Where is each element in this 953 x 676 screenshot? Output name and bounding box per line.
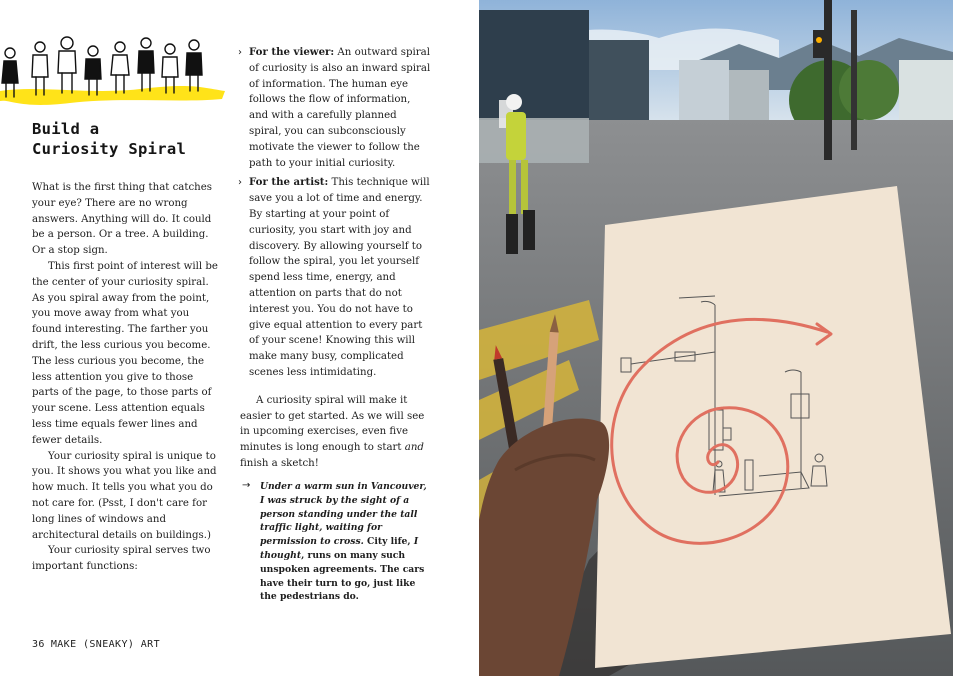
paragraph-get-started <box>240 393 432 472</box>
bullet-viewer-label: For the viewer: <box>249 46 335 58</box>
people-illustration <box>0 33 225 105</box>
book-title: MAKE (SNEAKY) ART <box>50 639 160 650</box>
building <box>479 10 589 120</box>
chapter-title <box>32 119 222 159</box>
page-number: 36 <box>32 639 45 650</box>
page-folio <box>32 639 160 650</box>
chevron-right-icon: › <box>238 177 242 189</box>
bullet-artist <box>240 175 432 380</box>
bullet-viewer <box>240 45 432 171</box>
get-started-text-b: finish a sketch! <box>240 457 319 469</box>
chapter-title-line-2: Curiosity Spiral <box>32 140 187 158</box>
bullet-viewer-text: An outward spiral of curiosity is also an inward spiral of information. The human eye follows the flow of information, and with a carefully planned spiral, you can subconsciously motivate the viewer to follow the path to your initial curiosity. <box>249 47 431 169</box>
photo-caption <box>242 480 432 604</box>
bullet-artist-text: This technique will save you a lot of time and energy. By starting at your point of curiosity, you start with joy and discovery. By allowing yourself to follow the spiral, you let yourself spend less time, energy, and attention on parts that do not interest you. You do not have to give equal attention to every part of your scene! Knowing this will make many busy, complicated scenes less intimidating. <box>249 177 430 378</box>
right-page-photo <box>479 0 953 676</box>
get-started-emphasis: and <box>404 442 424 454</box>
caption-italic-1: Under a warm sun in Vancouver, I was struck by the sight of a person standing under the tall traffic light, waiting for permission to cross. <box>260 481 427 548</box>
paragraph-center: This first point of interest will be the center of your curiosity spiral. As you spiral away from the point, you move away from what you found interesting. The farther you drift, the less curious you become. The less curious you become, the less attention you give to those parts of the page, to those parts of your scene. Less attention equals less time equals fewer lines and fewer details. <box>32 260 218 446</box>
chevron-right-icon: › <box>238 47 242 58</box>
paragraph-unique: Your curiosity spiral is unique to you. It shows you what you like and how much. It tells you what you do not care for. (Psst, I don't care for long lines of windows and architectural details on buildings.) <box>32 450 217 541</box>
traffic-pole <box>824 0 832 160</box>
caption-text <box>242 480 432 604</box>
paragraph-functions: Your curiosity spiral serves two important functions: <box>32 545 211 573</box>
caption-plain-2: , runs on many such unspoken agreements. The cars have their turn to go, just like the pedestrians do. <box>260 549 425 603</box>
arrow-right-icon: → <box>242 480 251 491</box>
caption-italic-2: I thought <box>260 536 419 561</box>
body-column-1 <box>32 180 220 575</box>
get-started-text-a: A curiosity spiral will make it easier to get started. As we will see in upcoming exercises, even five minutes is long enough to start <box>240 394 425 454</box>
caption-plain-1: City life, <box>363 536 414 548</box>
body-column-2 <box>240 45 432 472</box>
chapter-title-line-1: Build a <box>32 120 100 138</box>
street-sketch-photo <box>479 0 953 676</box>
paragraph-intro: What is the first thing that catches your eye? There are no wrong answers. Anything will do. It could be a person. Or a tree. A building. Or a stop sign. <box>32 182 213 257</box>
bullet-artist-label: For the artist: <box>249 176 329 189</box>
